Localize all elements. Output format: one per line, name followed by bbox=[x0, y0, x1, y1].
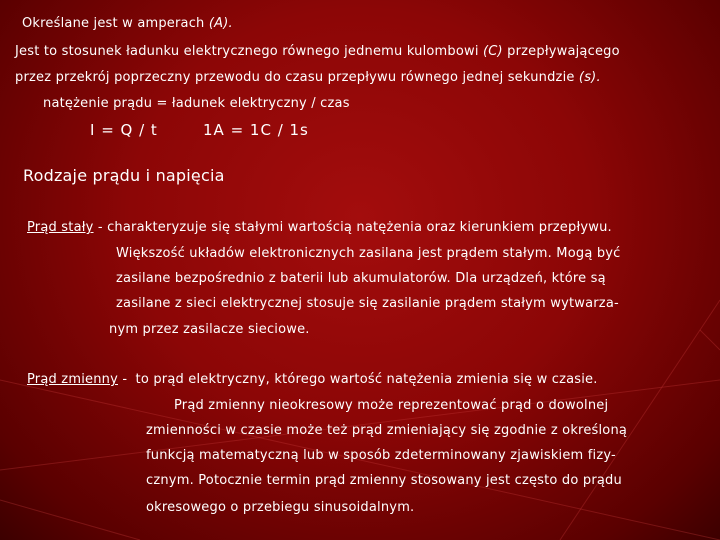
dc-term: Prąd stały bbox=[27, 220, 94, 235]
intro-line-2: Jest to stosunek ładunku elektrycznego równego jednemu kulombowi (C) przepływającego bbox=[15, 44, 620, 59]
ac-line-2: Prąd zmienny nieokresowy może reprezentować prąd o dowolnej bbox=[174, 398, 609, 413]
ac-line-5: cznym. Potocznie termin prąd zmienny stosowany jest często do prądu bbox=[146, 473, 622, 488]
formula-current: I = Q / t bbox=[90, 121, 158, 139]
dc-line-5: nym przez zasilacze sieciowe. bbox=[109, 322, 310, 337]
intro-line-3: przez przekrój poprzeczny przewodu do czasu przepływu równego jednej sekundzie (s). bbox=[15, 70, 601, 85]
dc-line-4: zasilane z sieci elektrycznej stosuje się zasilanie prądem stałym wytwarza- bbox=[116, 296, 619, 311]
ac-line-6: okresowego o przebiegu sinusoidalnym. bbox=[146, 500, 415, 515]
intro-definition: natężenie prądu = ładunek elektryczny / czas bbox=[43, 96, 350, 111]
formula-ampere: 1A = 1C / 1s bbox=[203, 121, 309, 139]
ac-line-1: Prąd zmienny - to prąd elektryczny, którego wartość natężenia zmienia się w czasie. bbox=[27, 372, 598, 387]
dc-line-3: zasilane bezpośrednio z baterii lub akumulatorów. Dla urządzeń, które są bbox=[116, 271, 606, 286]
ac-line-4: funkcją matematyczną lub w sposób zdeterminowany zjawiskiem fizy- bbox=[146, 448, 616, 463]
ac-line-3: zmienności w czasie może też prąd zmieniający się zgodnie z określoną bbox=[146, 423, 628, 438]
dc-line-1: Prąd stały - charakteryzuje się stałymi wartością natężenia oraz kierunkiem przepływu. bbox=[27, 220, 612, 235]
dc-line-2: Większość układów elektronicznych zasilana jest prądem stałym. Mogą być bbox=[116, 246, 621, 261]
intro-line-1: Określane jest w amperach (A). bbox=[22, 16, 233, 31]
ac-term: Prąd zmienny bbox=[27, 372, 118, 387]
section-title: Rodzaje prądu i napięcia bbox=[23, 166, 225, 185]
